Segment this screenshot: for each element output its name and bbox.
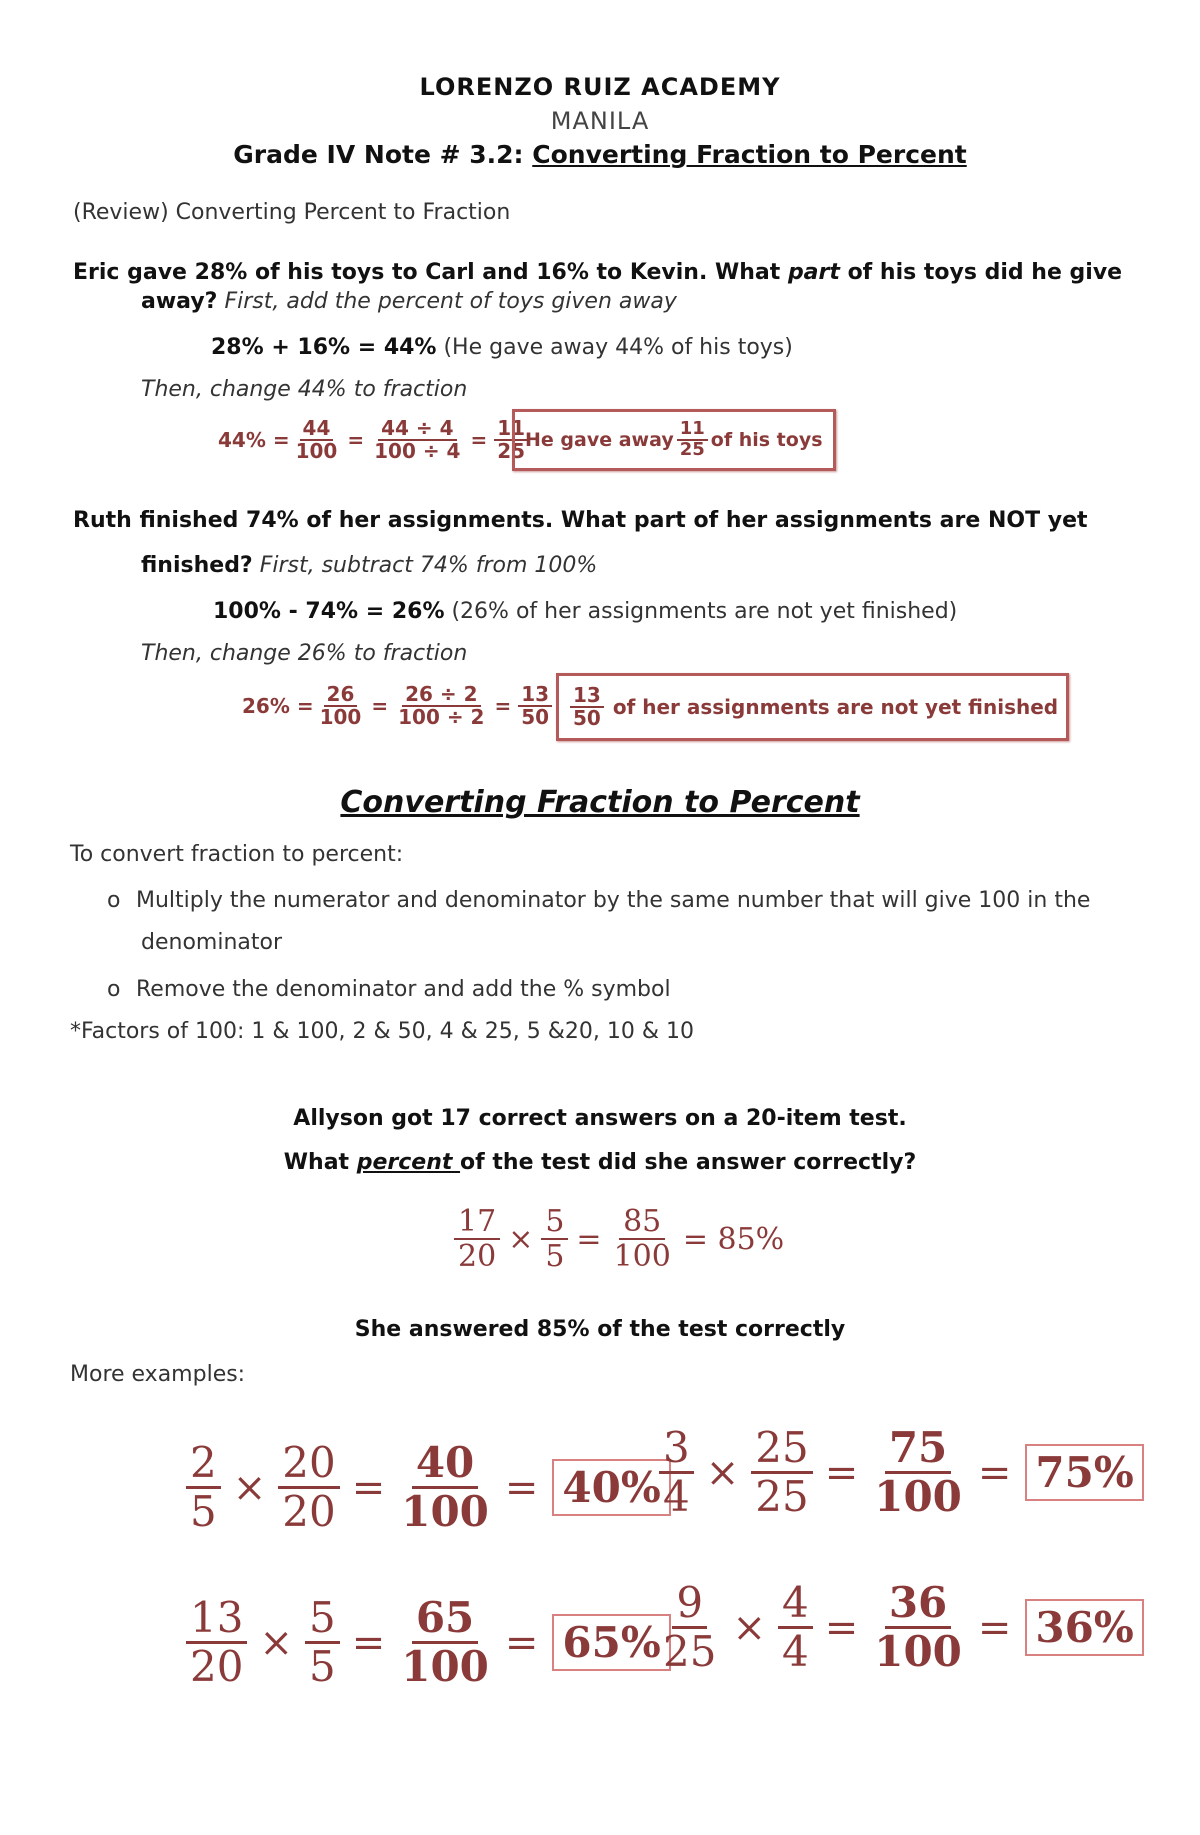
frac-denominator: 25: [663, 1627, 717, 1677]
problem2-equation: [213, 599, 957, 624]
frac-numerator: 4: [778, 1580, 813, 1629]
problem1-q-b: of his toys did he give: [839, 260, 1123, 285]
frac-denominator: 100: [401, 1487, 489, 1537]
problem1-lhs: 44% =: [218, 428, 290, 452]
frac-denominator: 20: [458, 1239, 497, 1274]
problem1-eq-note: (He gave away 44% of his toys): [436, 335, 793, 360]
ex-frac-c: [870, 1580, 966, 1675]
frac-denominator: 100 ÷ 4: [374, 439, 461, 463]
frac-numerator: 2: [186, 1440, 221, 1489]
problem2-frac2: [395, 684, 487, 728]
times-sign: ×: [705, 1449, 740, 1496]
step1-line1: Multiply the numerator and denominator by the same number that will give 100 in the: [136, 888, 1091, 913]
ex-frac-c: [397, 1440, 493, 1535]
review-heading: (Review) Converting Percent to Fraction: [73, 200, 511, 225]
frac-numerator: 75: [885, 1425, 951, 1474]
frac-numerator: 44: [300, 418, 334, 441]
problem2-math: [242, 684, 555, 728]
frac-numerator: 9: [672, 1580, 707, 1629]
note-topic: Converting Fraction to Percent: [532, 140, 967, 169]
frac-denominator: 5: [190, 1487, 217, 1537]
frac-denominator: 100: [874, 1627, 962, 1677]
solution-frac2: [541, 1205, 568, 1273]
problem3-l2a: What: [283, 1150, 357, 1175]
problem1-then: Then, change 44% to fraction: [141, 377, 468, 402]
problem1-q-a: Eric gave 28% of his toys to Carl and 16% to Kevin. What: [73, 260, 788, 285]
ex-frac-a: [659, 1580, 720, 1675]
problem2-frac3: [518, 684, 552, 728]
problem2-frac1: [317, 684, 365, 728]
ex-frac-a: [186, 1595, 247, 1690]
frac-denominator: 100: [295, 439, 338, 463]
problem2-eq-bold: 100% - 74% = 26%: [213, 599, 445, 624]
equals-sign: =: [351, 1464, 386, 1511]
problem1-hint: First, add the percent of toys given away: [217, 289, 677, 314]
frac-numerator: 11: [677, 420, 708, 441]
problem1-hint-line: [141, 289, 677, 314]
problem1-box-a: He gave away: [525, 429, 674, 451]
problem1-eq-bold: 28% + 16% = 44%: [211, 335, 437, 360]
equals-sign: =: [347, 428, 365, 452]
problem2-q-c: finished?: [141, 553, 253, 578]
frac-denominator: 25: [679, 439, 705, 460]
problem2-eq-note: (26% of her assignments are not yet finished): [444, 599, 958, 624]
frac-numerator: 25: [751, 1425, 812, 1474]
example-2: [655, 1425, 1144, 1520]
equals-sign: =: [351, 1619, 386, 1666]
problem1-box-b: of his toys: [710, 429, 823, 451]
frac-numerator: 36: [885, 1580, 951, 1629]
equals-sign: =: [977, 1449, 1012, 1496]
times-sign: ×: [508, 1221, 534, 1257]
frac-denominator: 5: [308, 1642, 336, 1692]
frac-numerator: 85: [619, 1205, 665, 1240]
frac-numerator: 26: [324, 684, 358, 707]
section-title: Converting Fraction to Percent: [340, 785, 860, 820]
frac-denominator: 50: [573, 706, 601, 730]
problem1-q-c: away?: [141, 289, 218, 314]
times-sign: ×: [732, 1604, 766, 1651]
note-title: [0, 140, 1200, 169]
frac-numerator: 13: [570, 685, 604, 708]
bullet-mark: o: [107, 888, 121, 913]
times-sign: ×: [259, 1619, 293, 1666]
problem3-l2b: of the test did she answer correctly?: [460, 1150, 917, 1175]
frac-denominator: 25: [755, 1472, 809, 1522]
equals-sign: =: [576, 1221, 602, 1257]
problem1-math: [218, 418, 531, 462]
step1-line2: denominator: [141, 930, 283, 955]
ex-frac-b: [278, 1440, 339, 1535]
problem1-equation: [211, 335, 793, 360]
example-4: [655, 1580, 1144, 1675]
frac-numerator: 40: [412, 1440, 478, 1489]
frac-numerator: 3: [659, 1425, 694, 1474]
ex-frac-c: [397, 1595, 493, 1690]
ex-result: 75%: [1025, 1444, 1143, 1501]
frac-denominator: 20: [282, 1487, 336, 1537]
frac-numerator: 44 ÷ 4: [378, 418, 456, 441]
problem2-question: Ruth finished 74% of her assignments. What part of her assignments are NOT yet: [73, 508, 1088, 533]
problem3-answer: She answered 85% of the test correctly: [354, 1317, 846, 1342]
problem3-line2: [0, 1150, 1200, 1175]
frac-denominator: 100: [319, 705, 362, 729]
equals-sign: =: [371, 694, 389, 718]
frac-denominator: 20: [190, 1642, 244, 1692]
problem1-answer-box: [512, 409, 836, 471]
frac-numerator: 26 ÷ 2: [402, 684, 480, 707]
frac-denominator: 100: [874, 1472, 962, 1522]
equals-sign: =: [504, 1464, 539, 1511]
frac-denominator: 100: [401, 1642, 489, 1692]
solution-frac3: [610, 1205, 675, 1273]
frac-numerator: 17: [454, 1205, 500, 1240]
frac-denominator: 4: [781, 1627, 809, 1677]
problem3-percent: percent: [356, 1150, 461, 1175]
step2-line: Remove the denominator and add the % symbol: [136, 977, 671, 1002]
equals-sign: =: [824, 1604, 859, 1651]
problem2-answer-box: [556, 673, 1069, 741]
problem1-q-part: part: [787, 260, 840, 285]
problem2-then: Then, change 26% to fraction: [141, 641, 468, 666]
bullet-mark: o: [107, 977, 121, 1002]
ex-result: 36%: [1025, 1599, 1143, 1656]
more-examples-label: More examples:: [70, 1362, 246, 1387]
ex-frac-b: [751, 1425, 812, 1520]
equals-sign: =: [977, 1604, 1012, 1651]
factors-note: *Factors of 100: 1 & 100, 2 & 50, 4 & 25, 5 &20, 10 & 10: [70, 1019, 695, 1044]
frac-numerator: 11: [494, 418, 528, 441]
frac-denominator: 100: [613, 1239, 671, 1274]
ex-frac-a: [186, 1440, 221, 1535]
ex-frac-a: [659, 1425, 694, 1520]
school-city: MANILA: [550, 107, 650, 135]
frac-numerator: 5: [305, 1595, 340, 1644]
ex-frac-b: [305, 1595, 340, 1690]
frac-numerator: 5: [541, 1205, 568, 1240]
ex-result: 40%: [552, 1459, 670, 1516]
solution-frac1: [454, 1205, 500, 1273]
ex-frac-c: [870, 1425, 966, 1520]
equals-sign: =: [470, 428, 488, 452]
frac-denominator: 4: [663, 1472, 690, 1522]
equals-sign: =: [494, 694, 512, 718]
frac-denominator: 100 ÷ 2: [398, 705, 485, 729]
problem2-hint: First, subtract 74% from 100%: [252, 553, 598, 578]
problem3-solution: [450, 1205, 788, 1273]
frac-denominator: 25: [497, 439, 526, 463]
example-3: [182, 1595, 671, 1690]
frac-numerator: 13: [518, 684, 552, 707]
equals-sign: =: [504, 1619, 539, 1666]
frac-denominator: 5: [545, 1239, 565, 1274]
problem3-line1: Allyson got 17 correct answers on a 20-item test.: [293, 1106, 907, 1131]
problem2-hint-line: [141, 553, 597, 578]
note-prefix: Grade IV Note # 3.2:: [233, 140, 533, 169]
problem2-box-b: of her assignments are not yet finished: [612, 695, 1059, 719]
lesson-intro: To convert fraction to percent:: [70, 842, 404, 867]
solution-result: = 85%: [682, 1221, 785, 1257]
frac-numerator: 20: [278, 1440, 339, 1489]
school-name: LORENZO RUIZ ACADEMY: [419, 73, 781, 101]
example-1: [182, 1440, 671, 1535]
equals-sign: =: [824, 1449, 859, 1496]
ex-result: 65%: [552, 1614, 670, 1671]
problem1-frac1: [293, 418, 341, 462]
problem1-frac2: [371, 418, 463, 462]
times-sign: ×: [232, 1464, 267, 1511]
frac-denominator: 50: [521, 705, 550, 729]
frac-numerator: 65: [412, 1595, 478, 1644]
problem1-question: [73, 260, 1122, 285]
ex-frac-b: [778, 1580, 813, 1675]
problem1-box-frac: [677, 420, 708, 460]
problem2-lhs: 26% =: [242, 694, 314, 718]
frac-numerator: 13: [186, 1595, 247, 1644]
problem2-box-frac: [570, 685, 604, 729]
